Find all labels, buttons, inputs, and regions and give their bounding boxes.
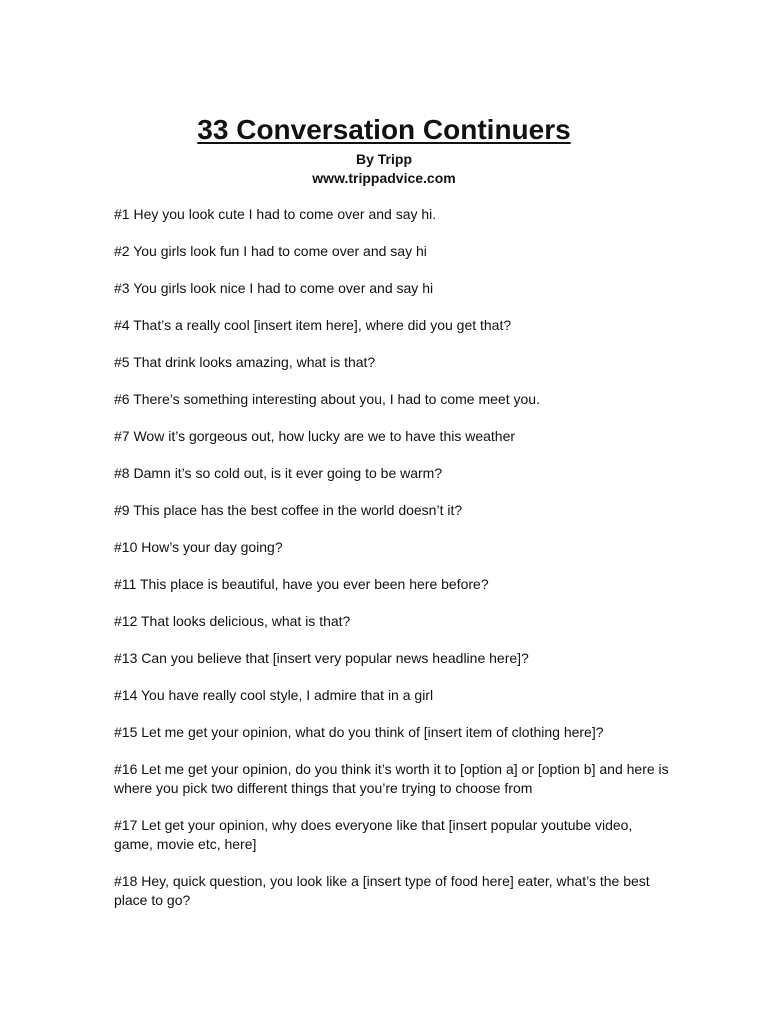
list-item: #2 You girls look fun I had to come over and say hi	[114, 243, 427, 259]
list-item: #12 That looks delicious, what is that?	[114, 613, 351, 629]
list-item: #13 Can you believe that [insert very popular news headline here]?	[114, 650, 529, 666]
list-item: #18 Hey, quick question, you look like a [insert type of food here] eater, what’s the best place to go?	[114, 873, 650, 908]
list-item: #3 You girls look nice I had to come over and say hi	[114, 280, 434, 296]
list-item: #14 You have really cool style, I admire that in a girl	[114, 687, 434, 703]
website-url: www.trippadvice.com	[312, 170, 456, 186]
document-title: 33 Conversation Continuers	[197, 114, 571, 145]
list-item: #1 Hey you look cute I had to come over and say hi.	[114, 206, 437, 222]
conversation-list	[114, 205, 674, 928]
list-item: #17 Let get your opinion, why does everyone like that [insert popular youtube video, game, movie etc, here]	[114, 817, 633, 852]
list-item: #15 Let me get your opinion, what do you think of [insert item of clothing here]?	[114, 724, 604, 740]
list-item: #16 Let me get your opinion, do you think it’s worth it to [option a] or [option b] and here is where you pick two different things that you’re trying to choose from	[114, 761, 669, 796]
list-item: #10 How’s your day going?	[114, 539, 283, 555]
author-byline: By Tripp	[355, 151, 412, 167]
list-item: #11 This place is beautiful, have you ever been here before?	[114, 576, 489, 592]
list-item: #9 This place has the best coffee in the world doesn’t it?	[114, 502, 463, 518]
list-item: #5 That drink looks amazing, what is that?	[114, 354, 376, 370]
list-item: #6 There’s something interesting about you, I had to come meet you.	[114, 391, 540, 407]
list-item: #4 That’s a really cool [insert item here], where did you get that?	[114, 317, 512, 333]
list-item: #7 Wow it’s gorgeous out, how lucky are we to have this weather	[114, 428, 516, 444]
list-item: #8 Damn it’s so cold out, is it ever going to be warm?	[114, 465, 443, 481]
